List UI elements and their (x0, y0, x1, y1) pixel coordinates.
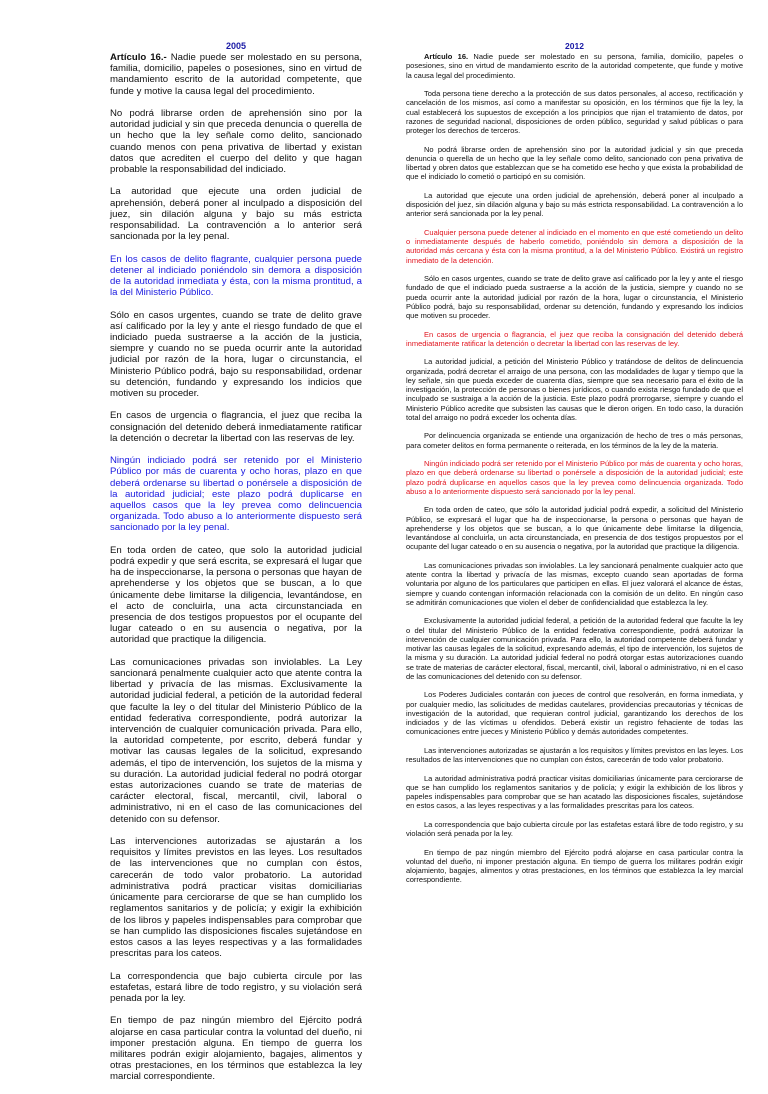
article-2005-paragraph (110, 310, 362, 400)
article-2012-paragraph-text: Por delincuencia organizada se entiende una organización de hecho de tres o más personas, para cometer delitos en forma permanente o reiterada, en los términos de la ley de la materia. (406, 431, 743, 450)
article-2005-paragraph (110, 657, 362, 825)
article-2012-paragraph-text: En toda orden de cateo, que sólo la autoridad judicial podrá expedir, a solicitud del Ministerio Público, se expresará el lugar que ha de inspeccionarse, la persona o personas que hayan de aprehenderse y los objetos que se buscan, a lo que únicamente debe limitarse la diligencia, levantándose al concluirla, un acta circunstanciada, en presencia de dos testigos propuestos por el ocupante del lugar cateado o en su ausencia o negativa, por la autoridad que practique la diligencia. (406, 505, 743, 552)
article-2012-paragraph-text: La autoridad judicial, a petición del Ministerio Público y tratándose de delitos de delincuencia organizada, podrá decretar el arraigo de una persona, con las modalidades de lugar y tiempo que la ley señale, sin que pueda exceder de cuarenta días, siempre que sea necesario para el éxito de la investigación, la protección de personas o bienes jurídicos, o cuando exista riesgo fundado de que el inculpado se sustraiga a la acción de la justicia. Este plazo podrá prorrogarse, siempre y cuando el Ministerio Público acredite que subsisten las causas que le dieron origen. En todo caso, la duración total del arraigo no podrá exceder los ochenta días. (406, 357, 743, 422)
article-2012-paragraph-text: La autoridad que ejecute una orden judicial de aprehensión, deberá poner al inculpado a disposición del juez, sin dilación alguna y bajo su más estricta responsabilidad. La contravención a lo anterior será sancionada por la ley penal. (406, 190, 743, 219)
article-2005-paragraph-text: Las comunicaciones privadas son inviolables. La Ley sancionará penalmente cualquier acto que atente contra la libertad y privacía de las mismas. Exclusivamente la autoridad judicial federal, a petición de la autoridad federal que faculte la ley o del titular del Ministerio Público de la entidad federativa correspondiente, podrá autorizar la intervención de cualquier comunicación privada. Para ello, la autoridad competente, por escrito, deberá fundar y motivar las causas legales de la solicitud, expresando además, el tipo de intervención, los sujetos de la misma y su duración. La autoridad judicial federal no podrá otorgar estas autorizaciones cuando se trate de materias de carácter electoral, fiscal, mercantil, civil, laboral o administrativo, ni en el caso de las comunicaciones del detenido con su defensor. (110, 656, 362, 825)
article-2005-paragraph-text: En los casos de delito flagrante, cualquier persona puede detener al indiciado poniéndolo sin demora a disposición de la autoridad inmediata y ésta, con la misma prontitud, a la del Ministerio Público. (110, 253, 362, 299)
article-2005-article-label: Artículo 16.- (110, 52, 167, 63)
article-2012-paragraph (406, 52, 743, 80)
article-2005-paragraph (110, 971, 362, 1005)
article-2005-paragraph-text: En tiempo de paz ningún miembro del Ejército podrá alojarse en casa particular contra la voluntad del dueño, ni imponer prestación alguna. En tiempo de guerra los militares podrán exigir alojamiento, bagajes, alimentos y otras prestaciones, en los términos que establezca la ley marcial correspondiente. (110, 1015, 362, 1083)
article-2012-paragraph (406, 228, 743, 265)
article-2012-paragraph (406, 89, 743, 135)
article-2012-paragraph-text: Toda persona tiene derecho a la protección de sus datos personales, al acceso, rectificación y cancelación de los mismos, así como a manifestar su oposición, en los términos que fije la ley, la cual establecerá los supuestos de excepción a los principios que rijan el tratamiento de datos, por razones de seguridad nacional, disposiciones de orden público, seguridad y salud públicas o para proteger los derechos de terceros. (406, 89, 743, 135)
article-2012-paragraph-text: La correspondencia que bajo cubierta circule por las estafetas estará libre de todo registro, y su violación será penada por la ley. (406, 819, 743, 838)
article-2012-paragraph (406, 505, 743, 551)
article-2012-paragraph-text: Ningún indiciado podrá ser retenido por el Ministerio Público por más de cuarenta y ocho horas, plazo en que deberá ordenarse su libertad o ponérsele a disposición de la autoridad judicial; este plazo podrá duplicarse en aquellos casos que la ley prevea como delincuencia organizada. Todo abuso a lo anteriormente dispuesto será sancionado por la ley penal. (406, 459, 743, 496)
article-2012-paragraph (406, 746, 743, 765)
article-2005-paragraph (110, 410, 362, 444)
article-2012-paragraph-text: Las comunicaciones privadas son inviolables. La ley sancionará penalmente cualquier acto que atente contra la libertad y privacía de las mismas, excepto cuando sean aportadas de forma voluntaria por alguno de los particulares que participen en ellas. El juez valorará el alcance de éstas, siempre y cuando contengan información relacionada con la comisión de un delito. En ningún caso se admitirán comunicaciones que violen el deber de confidencialidad que establezca la ley. (406, 560, 743, 607)
article-2012-paragraph (406, 820, 743, 839)
article-2012-paragraph-text: No podrá librarse orden de aprehensión sino por la autoridad judicial y sin que preceda denuncia o querella de un hecho que la ley señale como delito, sancionado con pena privativa de libertad y obren datos que establezcan que se ha cometido ese hecho y que exista la probabilidad de que el indiciado lo cometió o participó en su comisión. (406, 144, 743, 182)
article-2012-paragraph-text: La autoridad administrativa podrá practicar visitas domiciliarias únicamente para cerciorarse de que se han cumplido los reglamentos sanitarios y de policía; y exigir la exhibición de los libros y papeles indispensables para comprobar que se han acatado las disposiciones fiscales, sujetándose en estos casos, a las leyes respectivas y a las formalidades prescritas para los cateos. (406, 773, 743, 811)
article-2005-paragraph-text: No podrá librarse orden de aprehensión sino por la autoridad judicial y sin que preceda denuncia o querella de un hecho que la ley señale como delito, sancionado cuando menos con pena privativa de libertad y existan datos que acrediten el cuerpo del delito y que hagan probable la responsabilidad del indiciado. (110, 108, 362, 176)
article-2012-paragraph-text: Nadie puede ser molestado en su persona, familia, domicilio, papeles o posesiones, sino en virtud de mandamiento escrito de la autoridad competente, que funde y motive la causa legal del procedimiento. (406, 52, 744, 80)
article-2012-paragraph-text: En tiempo de paz ningún miembro del Ejército podrá alojarse en casa particular contra la voluntad del dueño, ni imponer prestación alguna. En tiempo de guerra los militares podrán exigir alojamiento, bagajes, alimentos y otras prestaciones, en los términos que establezca la ley marcial correspondiente. (406, 847, 743, 885)
article-2005-paragraph-text: Nadie puede ser molestado en su persona, familia, domicilio, papeles o posesiones, sino en virtud de mandamiento escrito de la autoridad competente, que funde y motive la causa legal del procedimiento. (110, 52, 362, 97)
article-2012-paragraph-text: Los Poderes Judiciales contarán con jueces de control que resolverán, en forma inmediata, y por cualquier medio, las solicitudes de medidas cautelares, providencias precautorias y técnicas de investigación de la autoridad, que requieran control judicial, garantizando los derechos de los indiciados y de las víctimas u ofendidos. Deberá existir un registro fehaciente de todas las comunicaciones entre jueces y Ministerio Público y demás autoridades competentes. (406, 690, 743, 737)
article-2005-paragraph-text: En toda orden de cateo, que solo la autoridad judicial podrá expedir y que será escrita, se expresará el lugar que ha de inspeccionarse, la persona o personas que hayan de aprehenderse y los objetos que se buscan, a lo que únicamente debe limitarse la diligencia, levantándose, en el acto de concluirla, una acta circunstanciada en presencia de dos testigos propuestos por el ocupante del lugar cateado o en su ausencia o negativa, por la autoridad que practique la diligencia. (110, 544, 362, 646)
article-2005-paragraph-text: Sólo en casos urgentes, cuando se trate de delito grave así calificado por la ley y ante el riesgo fundado de que el indiciado pueda sustraerse a la acción de la justicia, siempre y cuando no se pueda ocurrir ante la autoridad judicial por razón de la hora, lugar o circunstancia, el Ministerio Público podrá, bajo su responsabilidad, ordenar su detención, fundando y expresando los indicios que motiven su proceder. (110, 309, 362, 400)
article-2005-paragraph (110, 254, 362, 299)
article-2012-article-label: Artículo 16. (424, 52, 469, 61)
column-year-2005: 2005 (225, 41, 247, 51)
article-2012-paragraph (406, 459, 743, 496)
article-2005-paragraph-text: Las intervenciones autorizadas se ajustarán a los requisitos y límites previstos en las leyes. Los resultados de las intervenciones que no cumplan con éstos, carecerán de todo valor probatorio. La autoridad administrativa podrá practicar visitas domiciliarias únicamente para cerciorarse de que se han cumplido los reglamentos sanitarios y de policía; y exigir la exhibición de los libros y papeles indispensables para comprobar que se han cumplido las disposiciones fiscales sujetándose en estos casos a las leyes respectivas y a las formalidades prescritas para los cateos. (110, 836, 362, 960)
article-2005-paragraph (110, 186, 362, 242)
article-2005-paragraph-text: La autoridad que ejecute una orden judicial de aprehensión, deberá poner al inculpado a disposición del juez, sin dilación alguna y bajo su más estricta responsabilidad. La contravención a lo anterior será sancionada por la ley penal. (110, 186, 362, 243)
column-body-2012 (406, 52, 743, 894)
article-2012-paragraph (406, 561, 743, 607)
article-2012-paragraph (406, 431, 743, 450)
article-2012-paragraph (406, 274, 743, 320)
article-2012-paragraph-text: Cualquier persona puede detener al indiciado en el momento en que esté cometiendo un delito o inmediatamente después de haberlo cometido, poniéndolo sin demora a disposición de la autoridad más cercana y ésta con la misma prontitud, a la del Ministerio Público. Existirá un registro inmediato de la detención. (406, 227, 743, 265)
article-2012-paragraph (406, 848, 743, 885)
article-2005-paragraph-text: La correspondencia que bajo cubierta circule por las estafetas, estará libre de todo registro, y su violación será penada por la ley. (110, 970, 362, 1004)
article-2012-paragraph (406, 357, 743, 422)
article-2012-paragraph-text: En casos de urgencia o flagrancia, el juez que reciba la consignación del detenido deberá inmediatamente ratificar la detención o decretar la libertad con las reservas de ley. (406, 329, 743, 348)
article-2005-paragraph (110, 108, 362, 175)
article-2012-paragraph-text: Sólo en casos urgentes, cuando se trate de delito grave así calificado por la ley y ante el riesgo fundado de que el indiciado pueda sustraerse a la acción de la justicia, siempre y cuando no se pueda ocurrir ante la autoridad judicial por razón de la hora, lugar o circunstancia, el Ministerio Público podrá, bajo su responsabilidad, ordenar su detención, fundando y expresando los indicios que motiven su proceder. (406, 274, 743, 320)
column-body-2005 (110, 52, 362, 1094)
article-2012-paragraph (406, 191, 743, 219)
article-2012-paragraph (406, 774, 743, 811)
article-2012-paragraph-text: Las intervenciones autorizadas se ajustarán a los requisitos y límites previstos en las leyes. Los resultados de las intervenciones que no cumplan con éstos, carecerán de todo valor probatorio. (406, 745, 743, 764)
article-2005-paragraph (110, 836, 362, 959)
article-2005-paragraph (110, 52, 362, 97)
article-2005-paragraph (110, 1015, 362, 1082)
article-2012-paragraph-text: Exclusivamente la autoridad judicial federal, a petición de la autoridad federal que faculte la ley o del titular del Ministerio Público de la entidad federativa correspondiente, podrá autorizar la intervención de cualquier comunicación privada. Para ello, la autoridad competente deberá fundar y motivar las causas legales de la solicitud, expresando además, el tipo de intervención, los sujetos de la misma y su duración. La autoridad judicial federal no podrá otorgar estas autorizaciones cuando se trate de materias de carácter electoral, fiscal, mercantil, civil, laboral o administrativo, ni en el caso de las comunicaciones del detenido con su defensor. (406, 616, 743, 681)
article-2005-paragraph (110, 545, 362, 646)
article-2012-paragraph (406, 690, 743, 736)
article-2005-paragraph-text: En casos de urgencia o flagrancia, el juez que reciba la consignación del detenido deberá inmediatamente ratificar la detención o decretar la libertad con las reservas de ley. (110, 410, 362, 444)
article-2005-paragraph (110, 455, 362, 533)
article-2012-paragraph (406, 330, 743, 349)
article-2012-paragraph (406, 616, 743, 681)
article-2005-paragraph-text: Ningún indiciado podrá ser retenido por el Ministerio Público por más de cuarenta y ocho horas, plazo en que deberá ordenarse su libertad o ponérsele a disposición de la autoridad judicial; este plazo podrá duplicarse en aquellos casos que la ley prevea como delincuencia organizada. Todo abuso a lo anteriormente dispuesto será sancionado por la ley penal. (110, 455, 362, 534)
column-year-2012: 2012 (565, 41, 584, 51)
article-2012-paragraph (406, 145, 743, 182)
